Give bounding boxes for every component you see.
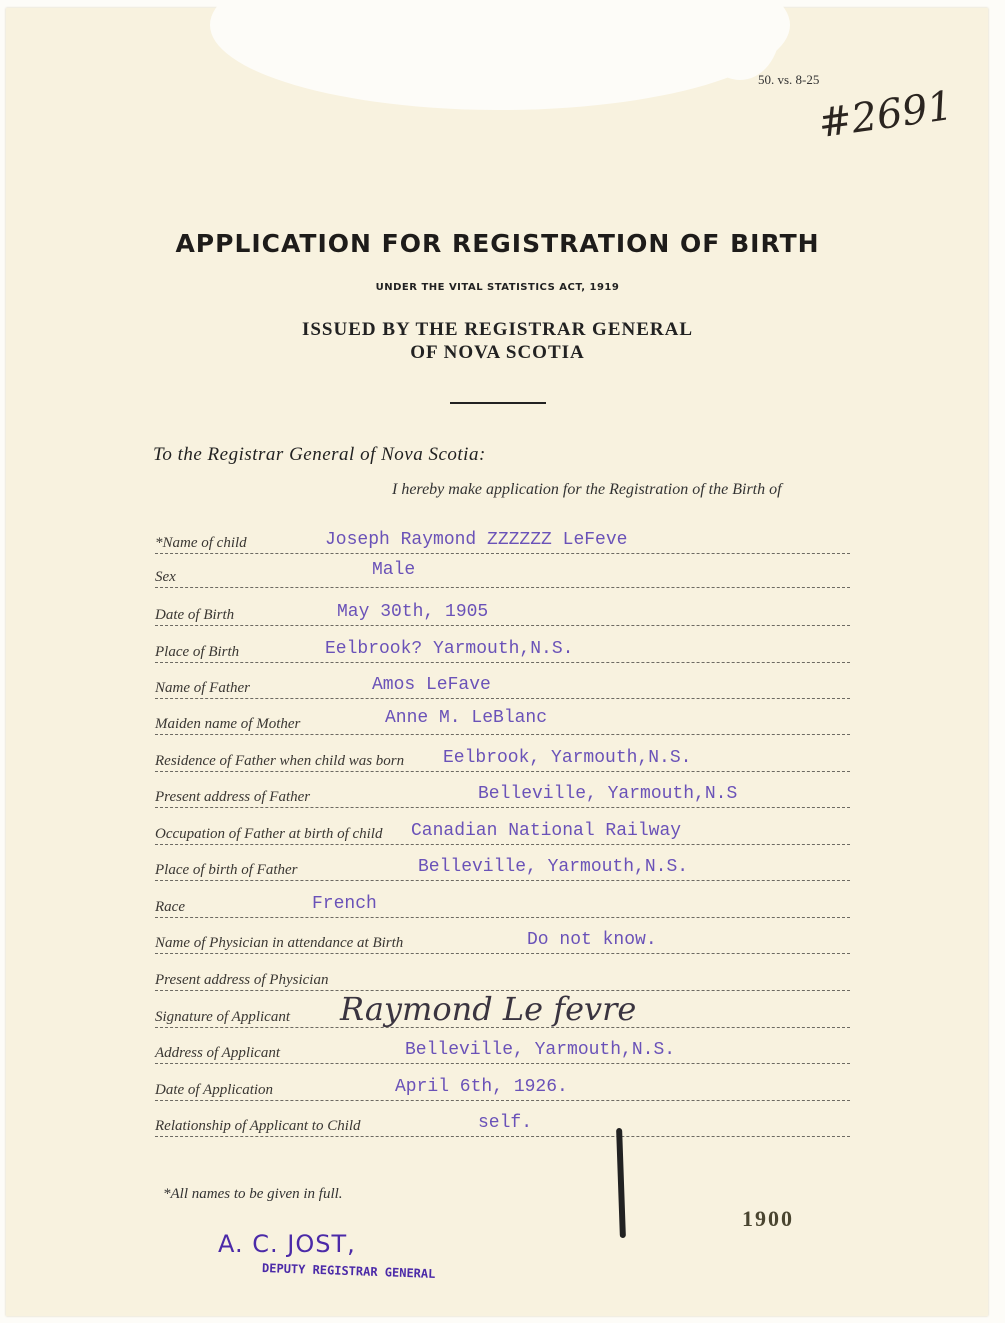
field-value: Eelbrook, Yarmouth,N.S. <box>443 748 692 768</box>
field-label: Present address of Father <box>155 789 311 805</box>
document-subtitle: UNDER THE VITAL STATISTICS ACT, 1919 <box>375 282 620 293</box>
field-label: Race <box>155 899 185 915</box>
field-place-of-birth-of-father <box>155 859 850 883</box>
field-value: self. <box>478 1113 533 1133</box>
registrar-stamp-name: A. C. JOST, <box>218 1230 356 1258</box>
registrar-stamp-title: DEPUTY REGISTRAR GENERAL <box>261 1260 436 1282</box>
handwritten-number: #2691 <box>815 82 956 148</box>
field-occupation-of-father <box>155 823 850 847</box>
form-number: 50. vs. 8-25 <box>758 72 820 87</box>
document-title: APPLICATION FOR REGISTRATION OF BIRTH <box>175 229 820 258</box>
field-maiden-name-of-mother <box>155 708 850 737</box>
field-value: Anne M. LeBlanc <box>385 708 548 728</box>
issuer-line-2: OF NOVA SCOTIA <box>410 342 585 363</box>
field-value: May 30th, 1905 <box>337 602 489 622</box>
field-label: Residence of Father when child was born <box>155 753 405 769</box>
field-value: Do not know. <box>527 930 657 950</box>
field-value: Amos LeFave <box>372 675 491 695</box>
field-residence-of-father <box>155 750 850 774</box>
field-place-of-birth <box>155 641 850 665</box>
field-value: Eelbrook? Yarmouth,N.S. <box>325 639 574 659</box>
applicant-signature: Raymond Le fevre <box>340 990 637 1028</box>
field-value: Belleville, Yarmouth,N.S. <box>405 1040 676 1060</box>
field-value: Belleville, Yarmouth,N.S <box>478 784 738 804</box>
field-label: Date of Application <box>155 1082 274 1098</box>
footnote: *All names to be given in full. <box>163 1186 343 1202</box>
field-value: Belleville, Yarmouth,N.S. <box>418 857 689 877</box>
field-address-of-applicant <box>155 1042 850 1066</box>
field-label: Name of Physician in attendance at Birth <box>155 935 404 951</box>
field-name-of-child <box>155 532 850 556</box>
field-value: Canadian National Railway <box>411 821 682 841</box>
field-signature-of-applicant <box>155 990 850 1030</box>
field-label: Relationship of Applicant to Child <box>155 1118 361 1134</box>
field-relationship-of-applicant <box>155 1115 850 1139</box>
field-label: *Name of child <box>155 535 247 551</box>
stamped-number: 1900 <box>742 1206 794 1231</box>
field-label: Signature of Applicant <box>155 1009 290 1025</box>
field-value: French <box>312 894 377 914</box>
salutation: To the Registrar General of Nova Scotia: <box>153 444 486 465</box>
issuer-line-1: ISSUED BY THE REGISTRAR GENERAL <box>301 319 694 340</box>
field-date-of-birth <box>155 604 850 628</box>
field-label: Date of Birth <box>155 607 235 623</box>
field-value: April 6th, 1926. <box>395 1077 568 1097</box>
field-name-of-physician <box>155 932 850 956</box>
field-value: Joseph Raymond ZZZZZZ LeFeve <box>325 530 628 550</box>
field-label: Sex <box>155 569 176 585</box>
field-sex <box>155 560 850 590</box>
issuer <box>0 318 995 364</box>
field-present-address-of-father <box>155 786 850 810</box>
field-label: Name of Father <box>155 680 250 696</box>
field-value: Male <box>372 560 416 580</box>
field-date-of-application <box>155 1079 850 1103</box>
divider <box>450 402 546 404</box>
field-label: Place of birth of Father <box>155 862 298 878</box>
field-label: Maiden name of Mother <box>155 716 301 732</box>
field-name-of-father <box>155 677 850 701</box>
field-label: Place of Birth <box>155 644 240 660</box>
field-race <box>155 896 850 920</box>
field-label: Address of Applicant <box>155 1045 280 1061</box>
field-label: Occupation of Father at birth of child <box>155 826 383 842</box>
application-statement: I hereby make application for the Registration of the Birth of <box>392 481 782 498</box>
field-label: Present address of Physician <box>155 972 329 988</box>
